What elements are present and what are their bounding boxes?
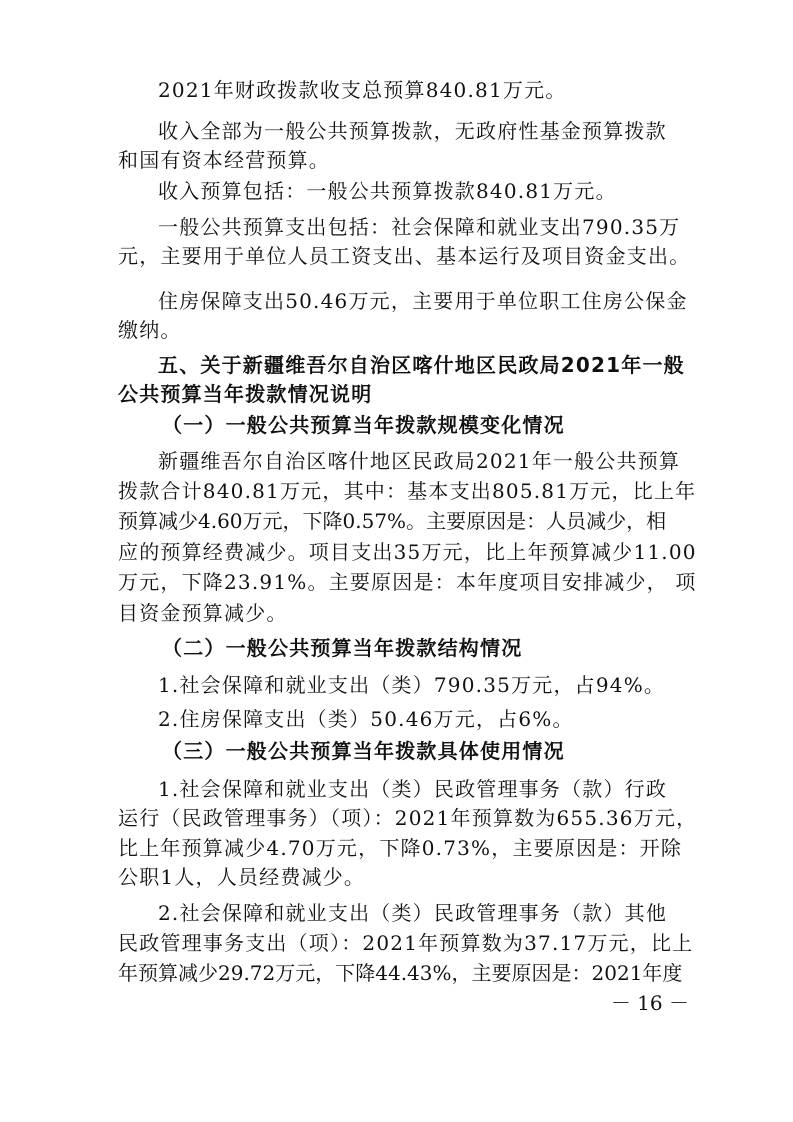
text-line: 一般公共预算支出包括：社会保障和就业支出790.35万 [158,215,681,239]
text-line: 收入全部为一般公共预算拨款，无政府性基金预算拨款 [158,119,667,143]
text-line: 元，主要用于单位人员工资支出、基本运行及项目资金支出。 [118,244,691,268]
text-line: 1.社会保障和就业支出（类）790.35万元，占94%。 [158,673,666,697]
text-line: 公职1人，人员经费减少。 [118,865,366,889]
text-line: 2021年财政拨款收支总预算840.81万元。 [158,78,567,102]
text-line: 民政管理事务支出（项）：2021年预算数为37.17万元，比上 [118,931,694,955]
text-line: 新疆维吾尔自治区喀什地区民政局2021年一般公共预算 [158,449,681,473]
text-line: 年预算减少29.72万元，下降44.43%，主要原因是：2021年度 [118,961,683,985]
text-line: 应的预算经费减少。项目支出35万元，比上年预算减少11.00 [118,540,697,564]
text-line: 拨款合计840.81万元，其中：基本支出805.81万元，比上年 [118,479,697,503]
text-line: 收入预算包括：一般公共预算拨款840.81万元。 [158,179,617,203]
subsection-heading: （三）一般公共预算当年拨款具体使用情况 [162,739,565,763]
text-line: 目资金预算减少。 [118,601,288,625]
page-number: － 16 － [610,991,689,1015]
section-heading: 五、关于新疆维吾尔自治区喀什地区民政局2021年一般 [158,353,685,377]
subsection-heading: （一）一般公共预算当年拨款规模变化情况 [162,413,565,437]
text-line: 缴纳。 [118,318,182,342]
text-line: 比上年预算减少4.70万元，下降0.73%，主要原因是：开除 [118,836,683,860]
text-line: 2.住房保障支出（类）50.46万元，占6%。 [158,707,574,731]
subsection-heading: （二）一般公共预算当年拨款结构情况 [162,636,523,660]
text-line: 运行（民政管理事务）（项）：2021年预算数为655.36万元， [118,806,698,830]
section-heading: 公共预算当年拨款情况说明 [118,382,373,406]
text-line: 万元，下降23.91%。主要原因是：本年度项目安排减少， 项 [118,570,697,594]
text-line: 1.社会保障和就业支出（类）民政管理事务（款）行政 [158,777,668,801]
text-line: 住房保障支出50.46万元，主要用于单位职工住房公保金 [158,289,688,313]
text-line: 2.社会保障和就业支出（类）民政管理事务（款）其他 [158,901,668,925]
text-line: 预算减少4.60万元，下降0.57%。主要原因是：人员减少，相 [118,509,667,533]
text-line: 和国有资本经营预算。 [118,148,330,172]
